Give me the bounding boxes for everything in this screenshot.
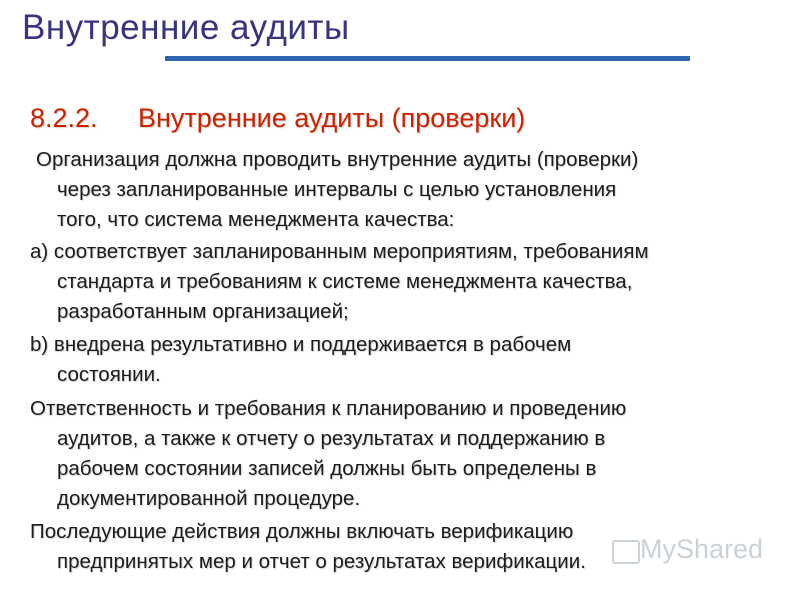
monitor-icon — [612, 540, 640, 564]
paragraph-line: аудитов, а также к отчету о результатах и поддержанию в — [57, 427, 606, 450]
paragraph-item-a — [0, 237, 649, 327]
watermark-text: MyShared — [640, 534, 764, 564]
paragraph-line: документированной процедуре. — [57, 487, 361, 510]
slide-title: Внутренние аудиты — [22, 8, 350, 47]
paragraph-followup — [0, 517, 586, 577]
paragraph-line: Организация должна проводить внутренние аудиты (проверки) — [36, 148, 639, 171]
paragraph-line: Последующие действия должны включать верификацию — [30, 520, 574, 543]
paragraph-item-b — [0, 330, 571, 390]
paragraph-responsibility — [0, 394, 626, 514]
paragraph-line: b) внедрена результативно и поддерживается в рабочем — [30, 333, 572, 356]
paragraph-line: Ответственность и требования к планированию и проведению — [30, 397, 627, 420]
paragraph-line: предпринятых мер и отчет о результатах верификации. — [57, 550, 586, 573]
paragraph-line: разработанным организацией; — [57, 300, 349, 323]
section-number: 8.2.2. — [30, 103, 98, 133]
title-underline — [165, 56, 690, 61]
paragraph-line: через запланированные интервалы с целью установления — [57, 178, 617, 201]
section-heading-text: Внутренние аудиты (проверки) — [138, 103, 526, 133]
paragraph-line: состоянии. — [57, 363, 161, 386]
paragraph-line: того, что система менеджмента качества: — [57, 208, 455, 231]
paragraph-line: стандарта и требованиям к системе менеджмента качества, — [57, 270, 633, 293]
section-heading — [30, 103, 525, 134]
paragraph-line: рабочем состоянии записей должны быть определены в — [57, 457, 597, 480]
paragraph-intro — [0, 145, 638, 235]
paragraph-line: а) соответствует запланированным мероприятиям, требованиям — [30, 240, 649, 263]
watermark-logo — [612, 534, 772, 574]
